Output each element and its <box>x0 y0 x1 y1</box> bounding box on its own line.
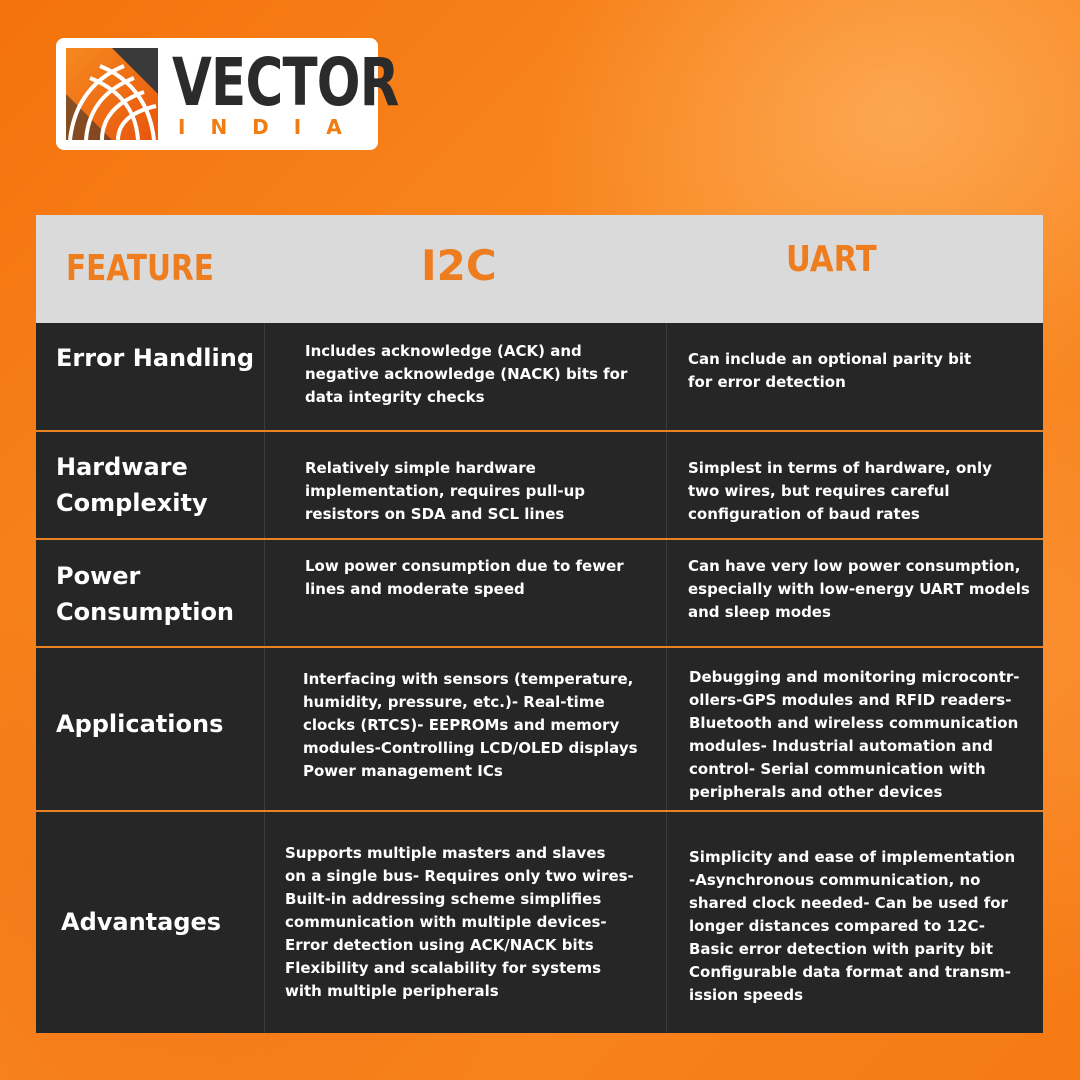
comparison-table <box>36 215 1043 1033</box>
row-divider <box>36 430 1043 432</box>
row-feature-hardware-complexity: Hardware Complexity <box>56 453 208 517</box>
row-divider <box>36 646 1043 648</box>
logo-subtitle: INDIA <box>178 115 367 139</box>
header-i2c: I2C <box>421 240 497 290</box>
row-feature-power-consumption: Power Consumption <box>56 562 235 626</box>
row-feature-error-handling: Error Handling <box>56 344 255 372</box>
row-divider <box>36 810 1043 812</box>
vector-india-logo <box>56 38 399 150</box>
row-uart-error-handling: Can include an optional parity bit for error detection <box>688 350 972 391</box>
row-uart-power-consumption: Can have very low power consumption, especially with low-energy UART models and sleep modes <box>688 557 1030 621</box>
header-feature: FEATURE <box>66 247 214 289</box>
row-uart-applications: Debugging and monitoring microcontr- ollers-GPS modules and RFID readers- Bluetooth and wireless communication modules- Industrial automation and control- Serial communication with peripherals and other devices <box>689 668 1020 801</box>
row-i2c-advantages: Supports multiple masters and slaves on a single bus- Requires only two wires- Built-in addressing scheme simplifies communication with multiple devices- Error detection using ACK/NACK bits Flexibility and scalability for systems with multiple peripherals <box>285 844 634 1000</box>
row-divider <box>36 538 1043 540</box>
row-uart-advantages: Simplicity and ease of implementation -Asynchronous communication, no shared clock needed- Can be used for longer distances compared to 12C- Basic error detection with parity bit Configurable data format and transm- ission speeds <box>689 848 1016 1004</box>
vector-logo-icon <box>66 48 158 140</box>
row-i2c-error-handling: Includes acknowledge (ACK) and negative acknowledge (NACK) bits for data integrity checks <box>305 342 628 406</box>
logo-wordmark: VECTOR <box>172 44 399 121</box>
row-i2c-power-consumption: Low power consumption due to fewer lines and moderate speed <box>305 557 624 598</box>
row-uart-hardware-complexity: Simplest in terms of hardware, only two wires, but requires careful configuration of baud rates <box>688 459 992 523</box>
row-feature-advantages: Advantages <box>61 908 222 936</box>
header-uart: UART <box>786 238 877 280</box>
row-i2c-applications: Interfacing with sensors (temperature, humidity, pressure, etc.)- Real-time clocks (RTCS)- EEPROMs and memory modules-Controlling LCD/OLED displays Power management ICs <box>303 670 638 780</box>
row-i2c-hardware-complexity: Relatively simple hardware implementation, requires pull-up resistors on SDA and SCL lines <box>305 459 586 523</box>
row-feature-applications: Applications <box>56 710 224 738</box>
table-header <box>36 215 1043 323</box>
